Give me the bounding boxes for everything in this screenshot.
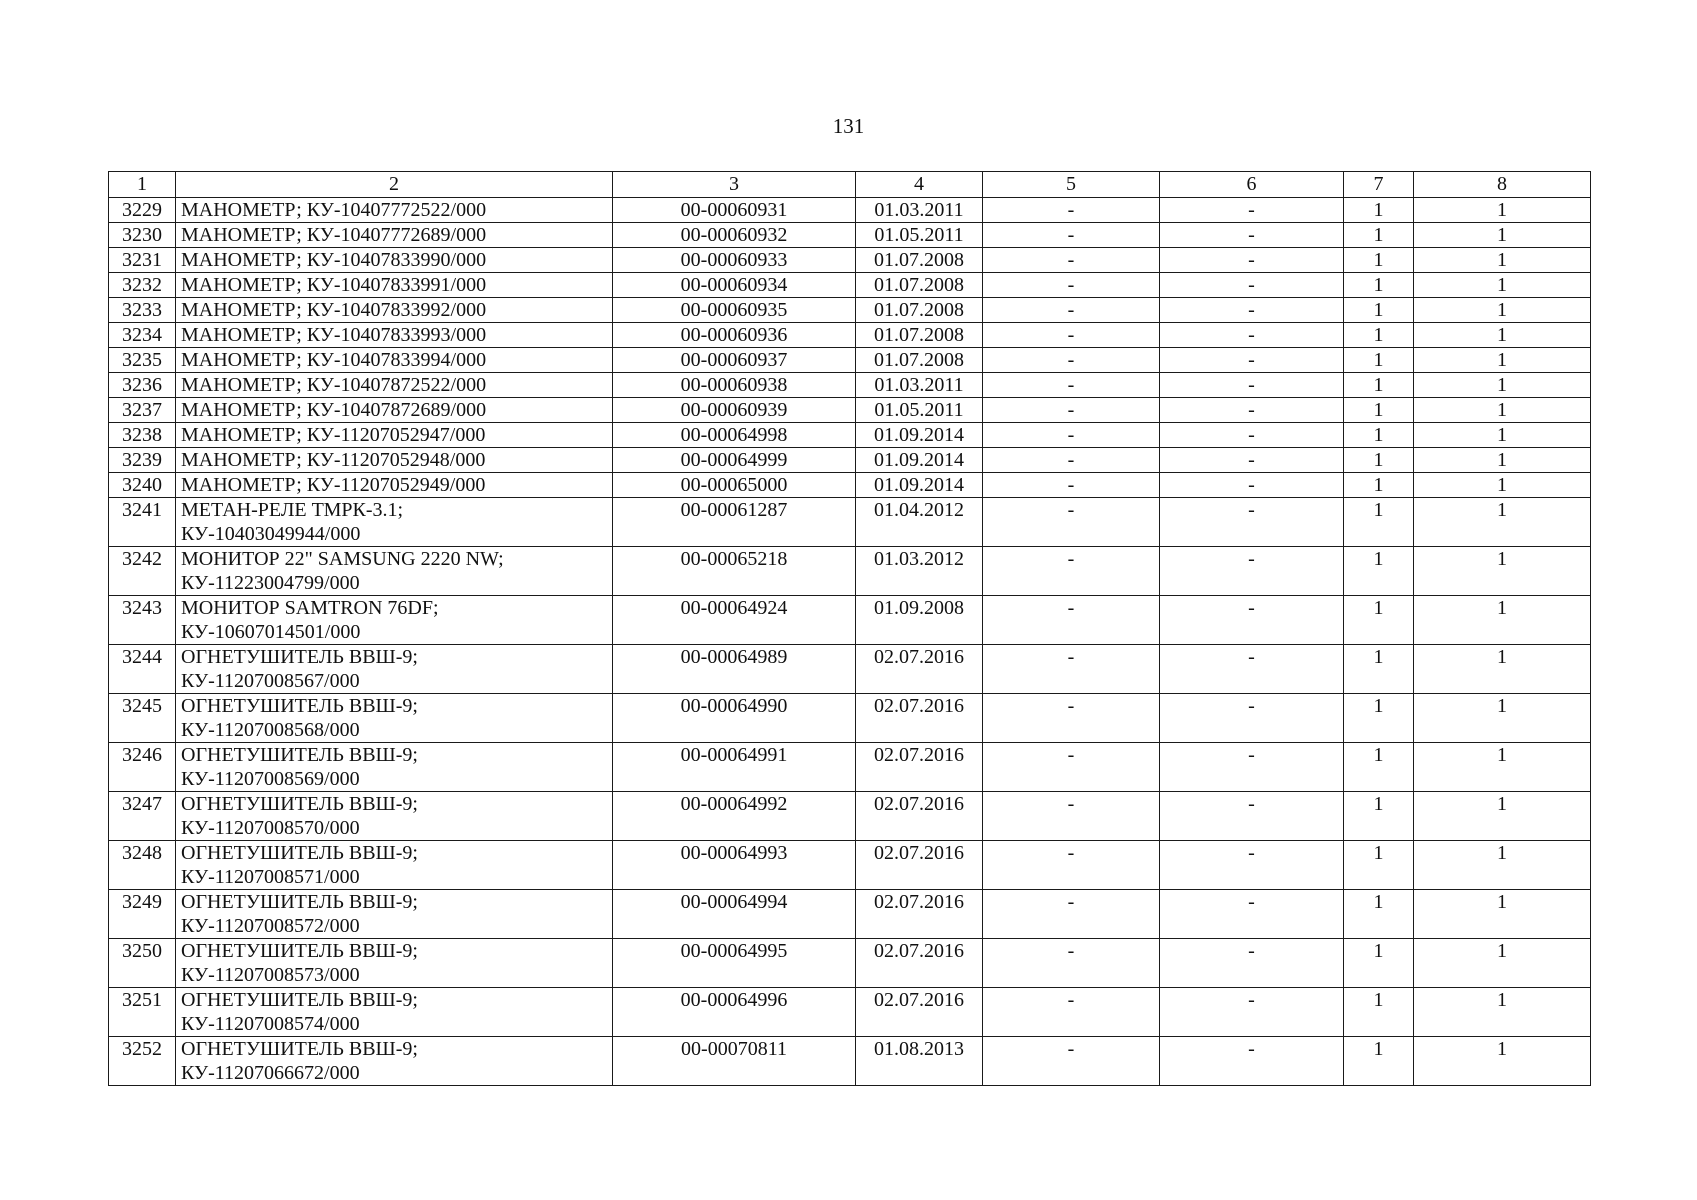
column-5-cell: - — [983, 198, 1160, 223]
item-name-line: КУ-10607014501/000 — [181, 621, 361, 643]
item-name-line: МАНОМЕТР; КУ-10407772522/000 — [181, 199, 487, 221]
inventory-code-cell: 00-00060936 — [613, 323, 856, 348]
column-5-cell: - — [983, 645, 1160, 694]
column-5-cell: - — [983, 694, 1160, 743]
date-cell: 02.07.2016 — [856, 645, 983, 694]
column-8-cell: 1 — [1414, 423, 1591, 448]
table-row — [109, 423, 1591, 448]
row-number-cell: 3229 — [109, 198, 176, 223]
column-8-cell: 1 — [1414, 198, 1591, 223]
column-5-cell: - — [983, 596, 1160, 645]
column-header-2: 2 — [176, 172, 613, 198]
inventory-code-cell: 00-00060932 — [613, 223, 856, 248]
column-6-cell: - — [1160, 1037, 1344, 1086]
date-cell: 02.07.2016 — [856, 890, 983, 939]
column-6-cell: - — [1160, 841, 1344, 890]
column-7-cell: 1 — [1344, 298, 1414, 323]
inventory-code-cell: 00-00064993 — [613, 841, 856, 890]
inventory-code-cell: 00-00060937 — [613, 348, 856, 373]
row-number-cell: 3248 — [109, 841, 176, 890]
column-8-cell: 1 — [1414, 248, 1591, 273]
item-name-cell — [176, 743, 613, 792]
column-5-cell: - — [983, 743, 1160, 792]
table-row — [109, 743, 1591, 792]
column-8-cell: 1 — [1414, 841, 1591, 890]
item-name-cell — [176, 645, 613, 694]
column-7-cell: 1 — [1344, 694, 1414, 743]
column-7-cell: 1 — [1344, 988, 1414, 1037]
item-name-line: МАНОМЕТР; КУ-11207052948/000 — [181, 449, 486, 471]
column-5-cell: - — [983, 348, 1160, 373]
column-header-4: 4 — [856, 172, 983, 198]
row-number-cell: 3249 — [109, 890, 176, 939]
column-6-cell: - — [1160, 448, 1344, 473]
item-name-cell — [176, 298, 613, 323]
inventory-code-cell: 00-00064998 — [613, 423, 856, 448]
column-5-cell: - — [983, 939, 1160, 988]
row-number-cell: 3232 — [109, 273, 176, 298]
inventory-table — [108, 171, 1591, 1086]
item-name-line: МАНОМЕТР; КУ-10407872522/000 — [181, 374, 487, 396]
table-row — [109, 547, 1591, 596]
column-8-cell: 1 — [1414, 473, 1591, 498]
table-row — [109, 273, 1591, 298]
inventory-code-cell: 00-00060939 — [613, 398, 856, 423]
date-cell: 02.07.2016 — [856, 939, 983, 988]
item-name-line: ОГНЕТУШИТЕЛЬ ВВШ-9; — [181, 1038, 418, 1060]
column-5-cell: - — [983, 373, 1160, 398]
item-name-line: МАНОМЕТР; КУ-10407833991/000 — [181, 274, 487, 296]
column-7-cell: 1 — [1344, 473, 1414, 498]
date-cell: 01.07.2008 — [856, 273, 983, 298]
row-number-cell: 3233 — [109, 298, 176, 323]
item-name-line: МЕТАН-РЕЛЕ ТМРК-3.1; — [181, 499, 404, 521]
date-cell: 01.03.2012 — [856, 547, 983, 596]
column-7-cell: 1 — [1344, 348, 1414, 373]
column-5-cell: - — [983, 298, 1160, 323]
item-name-cell — [176, 939, 613, 988]
column-6-cell: - — [1160, 792, 1344, 841]
column-6-cell: - — [1160, 323, 1344, 348]
table-header — [109, 172, 1591, 198]
column-8-cell: 1 — [1414, 988, 1591, 1037]
table-row — [109, 398, 1591, 423]
item-name-line: КУ-11207008567/000 — [181, 670, 360, 692]
column-5-cell: - — [983, 273, 1160, 298]
table-row — [109, 223, 1591, 248]
item-name-cell — [176, 273, 613, 298]
column-6-cell: - — [1160, 273, 1344, 298]
row-number-cell: 3246 — [109, 743, 176, 792]
column-8-cell: 1 — [1414, 373, 1591, 398]
item-name-cell — [176, 547, 613, 596]
row-number-cell: 3236 — [109, 373, 176, 398]
inventory-code-cell: 00-00064989 — [613, 645, 856, 694]
date-cell: 02.07.2016 — [856, 841, 983, 890]
table-row — [109, 498, 1591, 547]
column-7-cell: 1 — [1344, 498, 1414, 547]
date-cell: 01.09.2008 — [856, 596, 983, 645]
row-number-cell: 3237 — [109, 398, 176, 423]
table-row — [109, 890, 1591, 939]
column-8-cell: 1 — [1414, 939, 1591, 988]
column-6-cell: - — [1160, 890, 1344, 939]
item-name-line: МОНИТОР SAMTRON 76DF; — [181, 597, 439, 619]
date-cell: 01.05.2011 — [856, 398, 983, 423]
column-8-cell: 1 — [1414, 398, 1591, 423]
column-7-cell: 1 — [1344, 547, 1414, 596]
column-7-cell: 1 — [1344, 198, 1414, 223]
column-6-cell: - — [1160, 645, 1344, 694]
item-name-line: КУ-11207008571/000 — [181, 866, 360, 888]
item-name-line: ОГНЕТУШИТЕЛЬ ВВШ-9; — [181, 842, 418, 864]
item-name-cell — [176, 398, 613, 423]
inventory-code-cell: 00-00065000 — [613, 473, 856, 498]
item-name-line: КУ-11207008573/000 — [181, 964, 360, 986]
column-5-cell: - — [983, 448, 1160, 473]
column-6-cell: - — [1160, 373, 1344, 398]
date-cell: 01.09.2014 — [856, 473, 983, 498]
inventory-code-cell: 00-00060938 — [613, 373, 856, 398]
table-row — [109, 1037, 1591, 1086]
table-row — [109, 298, 1591, 323]
column-8-cell: 1 — [1414, 298, 1591, 323]
row-number-cell: 3241 — [109, 498, 176, 547]
item-name-line: КУ-11207066672/000 — [181, 1062, 360, 1084]
date-cell: 01.03.2011 — [856, 198, 983, 223]
item-name-line: ОГНЕТУШИТЕЛЬ ВВШ-9; — [181, 891, 418, 913]
column-6-cell: - — [1160, 473, 1344, 498]
table-row — [109, 645, 1591, 694]
row-number-cell: 3230 — [109, 223, 176, 248]
column-5-cell: - — [983, 398, 1160, 423]
row-number-cell: 3234 — [109, 323, 176, 348]
column-5-cell: - — [983, 890, 1160, 939]
column-6-cell: - — [1160, 743, 1344, 792]
row-number-cell: 3245 — [109, 694, 176, 743]
inventory-code-cell: 00-00060933 — [613, 248, 856, 273]
item-name-line: МАНОМЕТР; КУ-10407833992/000 — [181, 299, 487, 321]
item-name-cell — [176, 473, 613, 498]
item-name-line: КУ-10403049944/000 — [181, 523, 361, 545]
column-8-cell: 1 — [1414, 645, 1591, 694]
column-5-cell: - — [983, 841, 1160, 890]
column-8-cell: 1 — [1414, 743, 1591, 792]
column-8-cell: 1 — [1414, 890, 1591, 939]
row-number-cell: 3231 — [109, 248, 176, 273]
table-row — [109, 198, 1591, 223]
item-name-line: МАНОМЕТР; КУ-11207052949/000 — [181, 474, 486, 496]
date-cell: 02.07.2016 — [856, 792, 983, 841]
column-7-cell: 1 — [1344, 890, 1414, 939]
table-row — [109, 373, 1591, 398]
column-header-7: 7 — [1344, 172, 1414, 198]
item-name-cell — [176, 1037, 613, 1086]
date-cell: 02.07.2016 — [856, 743, 983, 792]
date-cell: 01.03.2011 — [856, 373, 983, 398]
item-name-line: КУ-11207008574/000 — [181, 1013, 360, 1035]
inventory-code-cell: 00-00060935 — [613, 298, 856, 323]
row-number-cell: 3243 — [109, 596, 176, 645]
item-name-cell — [176, 596, 613, 645]
table-row — [109, 694, 1591, 743]
date-cell: 01.05.2011 — [856, 223, 983, 248]
column-header-3: 3 — [613, 172, 856, 198]
column-5-cell: - — [983, 223, 1160, 248]
column-6-cell: - — [1160, 498, 1344, 547]
column-7-cell: 1 — [1344, 448, 1414, 473]
column-header-5: 5 — [983, 172, 1160, 198]
table-row — [109, 841, 1591, 890]
table-row — [109, 448, 1591, 473]
item-name-cell — [176, 792, 613, 841]
column-7-cell: 1 — [1344, 743, 1414, 792]
item-name-cell — [176, 223, 613, 248]
column-header-8: 8 — [1414, 172, 1591, 198]
table-row — [109, 348, 1591, 373]
date-cell: 01.07.2008 — [856, 298, 983, 323]
item-name-cell — [176, 498, 613, 547]
item-name-line: ОГНЕТУШИТЕЛЬ ВВШ-9; — [181, 989, 418, 1011]
item-name-cell — [176, 248, 613, 273]
inventory-code-cell: 00-00061287 — [613, 498, 856, 547]
column-5-cell: - — [983, 547, 1160, 596]
row-number-cell: 3239 — [109, 448, 176, 473]
item-name-cell — [176, 373, 613, 398]
date-cell: 02.07.2016 — [856, 988, 983, 1037]
column-6-cell: - — [1160, 694, 1344, 743]
column-7-cell: 1 — [1344, 323, 1414, 348]
column-8-cell: 1 — [1414, 1037, 1591, 1086]
item-name-cell — [176, 348, 613, 373]
column-6-cell: - — [1160, 248, 1344, 273]
item-name-cell — [176, 323, 613, 348]
inventory-code-cell: 00-00064991 — [613, 743, 856, 792]
row-number-cell: 3251 — [109, 988, 176, 1037]
item-name-line: КУ-11207008568/000 — [181, 719, 360, 741]
item-name-line: КУ-11207008569/000 — [181, 768, 360, 790]
column-7-cell: 1 — [1344, 398, 1414, 423]
item-name-line: ОГНЕТУШИТЕЛЬ ВВШ-9; — [181, 646, 418, 668]
item-name-cell — [176, 423, 613, 448]
table-row — [109, 792, 1591, 841]
column-7-cell: 1 — [1344, 841, 1414, 890]
item-name-cell — [176, 890, 613, 939]
column-5-cell: - — [983, 1037, 1160, 1086]
item-name-cell — [176, 448, 613, 473]
date-cell: 01.09.2014 — [856, 423, 983, 448]
inventory-code-cell: 00-00060934 — [613, 273, 856, 298]
table-row — [109, 323, 1591, 348]
column-7-cell: 1 — [1344, 373, 1414, 398]
column-8-cell: 1 — [1414, 273, 1591, 298]
item-name-line: КУ-11223004799/000 — [181, 572, 360, 594]
row-number-cell: 3235 — [109, 348, 176, 373]
item-name-cell — [176, 694, 613, 743]
item-name-line: МОНИТОР 22" SAMSUNG 2220 NW; — [181, 548, 504, 570]
column-6-cell: - — [1160, 348, 1344, 373]
column-7-cell: 1 — [1344, 273, 1414, 298]
column-8-cell: 1 — [1414, 448, 1591, 473]
column-8-cell: 1 — [1414, 223, 1591, 248]
item-name-line: МАНОМЕТР; КУ-10407833993/000 — [181, 324, 487, 346]
column-8-cell: 1 — [1414, 694, 1591, 743]
table-row — [109, 473, 1591, 498]
column-6-cell: - — [1160, 988, 1344, 1037]
item-name-line: ОГНЕТУШИТЕЛЬ ВВШ-9; — [181, 793, 418, 815]
table-row — [109, 939, 1591, 988]
column-8-cell: 1 — [1414, 348, 1591, 373]
item-name-line: ОГНЕТУШИТЕЛЬ ВВШ-9; — [181, 695, 418, 717]
column-header-6: 6 — [1160, 172, 1344, 198]
column-7-cell: 1 — [1344, 596, 1414, 645]
row-number-cell: 3247 — [109, 792, 176, 841]
column-header-1: 1 — [109, 172, 176, 198]
item-name-line: МАНОМЕТР; КУ-10407833994/000 — [181, 349, 487, 371]
row-number-cell: 3244 — [109, 645, 176, 694]
row-number-cell: 3252 — [109, 1037, 176, 1086]
column-7-cell: 1 — [1344, 223, 1414, 248]
item-name-cell — [176, 198, 613, 223]
column-5-cell: - — [983, 423, 1160, 448]
item-name-line: МАНОМЕТР; КУ-11207052947/000 — [181, 424, 486, 446]
column-6-cell: - — [1160, 939, 1344, 988]
page-number: 131 — [832, 114, 865, 138]
column-8-cell: 1 — [1414, 498, 1591, 547]
inventory-code-cell: 00-00060931 — [613, 198, 856, 223]
column-6-cell: - — [1160, 298, 1344, 323]
column-5-cell: - — [983, 498, 1160, 547]
inventory-code-cell: 00-00064924 — [613, 596, 856, 645]
date-cell: 01.09.2014 — [856, 448, 983, 473]
row-number-cell: 3242 — [109, 547, 176, 596]
column-7-cell: 1 — [1344, 645, 1414, 694]
column-5-cell: - — [983, 323, 1160, 348]
date-cell: 02.07.2016 — [856, 694, 983, 743]
column-5-cell: - — [983, 792, 1160, 841]
column-8-cell: 1 — [1414, 547, 1591, 596]
column-7-cell: 1 — [1344, 248, 1414, 273]
inventory-code-cell: 00-00070811 — [613, 1037, 856, 1086]
inventory-code-cell: 00-00064995 — [613, 939, 856, 988]
inventory-code-cell: 00-00065218 — [613, 547, 856, 596]
date-cell: 01.08.2013 — [856, 1037, 983, 1086]
column-6-cell: - — [1160, 198, 1344, 223]
column-6-cell: - — [1160, 423, 1344, 448]
table-row — [109, 248, 1591, 273]
column-6-cell: - — [1160, 596, 1344, 645]
column-6-cell: - — [1160, 547, 1344, 596]
row-number-cell: 3238 — [109, 423, 176, 448]
column-5-cell: - — [983, 248, 1160, 273]
header-row — [109, 172, 1591, 198]
inventory-code-cell: 00-00064999 — [613, 448, 856, 473]
item-name-cell — [176, 841, 613, 890]
item-name-line: МАНОМЕТР; КУ-10407872689/000 — [181, 399, 487, 421]
column-5-cell: - — [983, 473, 1160, 498]
row-number-cell: 3240 — [109, 473, 176, 498]
item-name-line: КУ-11207008570/000 — [181, 817, 360, 839]
table-body — [109, 198, 1591, 1086]
column-7-cell: 1 — [1344, 1037, 1414, 1086]
inventory-code-cell: 00-00064996 — [613, 988, 856, 1037]
item-name-line: ОГНЕТУШИТЕЛЬ ВВШ-9; — [181, 940, 418, 962]
inventory-code-cell: 00-00064990 — [613, 694, 856, 743]
item-name-line: КУ-11207008572/000 — [181, 915, 360, 937]
item-name-cell — [176, 988, 613, 1037]
inventory-code-cell: 00-00064992 — [613, 792, 856, 841]
inventory-code-cell: 00-00064994 — [613, 890, 856, 939]
row-number-cell: 3250 — [109, 939, 176, 988]
item-name-line: МАНОМЕТР; КУ-10407772689/000 — [181, 224, 487, 246]
date-cell: 01.07.2008 — [856, 248, 983, 273]
item-name-line: ОГНЕТУШИТЕЛЬ ВВШ-9; — [181, 744, 418, 766]
column-7-cell: 1 — [1344, 792, 1414, 841]
table-row — [109, 596, 1591, 645]
column-7-cell: 1 — [1344, 423, 1414, 448]
column-8-cell: 1 — [1414, 323, 1591, 348]
column-5-cell: - — [983, 988, 1160, 1037]
column-8-cell: 1 — [1414, 792, 1591, 841]
date-cell: 01.07.2008 — [856, 348, 983, 373]
column-8-cell: 1 — [1414, 596, 1591, 645]
item-name-line: МАНОМЕТР; КУ-10407833990/000 — [181, 249, 487, 271]
date-cell: 01.04.2012 — [856, 498, 983, 547]
column-7-cell: 1 — [1344, 939, 1414, 988]
date-cell: 01.07.2008 — [856, 323, 983, 348]
column-6-cell: - — [1160, 398, 1344, 423]
column-6-cell: - — [1160, 223, 1344, 248]
table-row — [109, 988, 1591, 1037]
